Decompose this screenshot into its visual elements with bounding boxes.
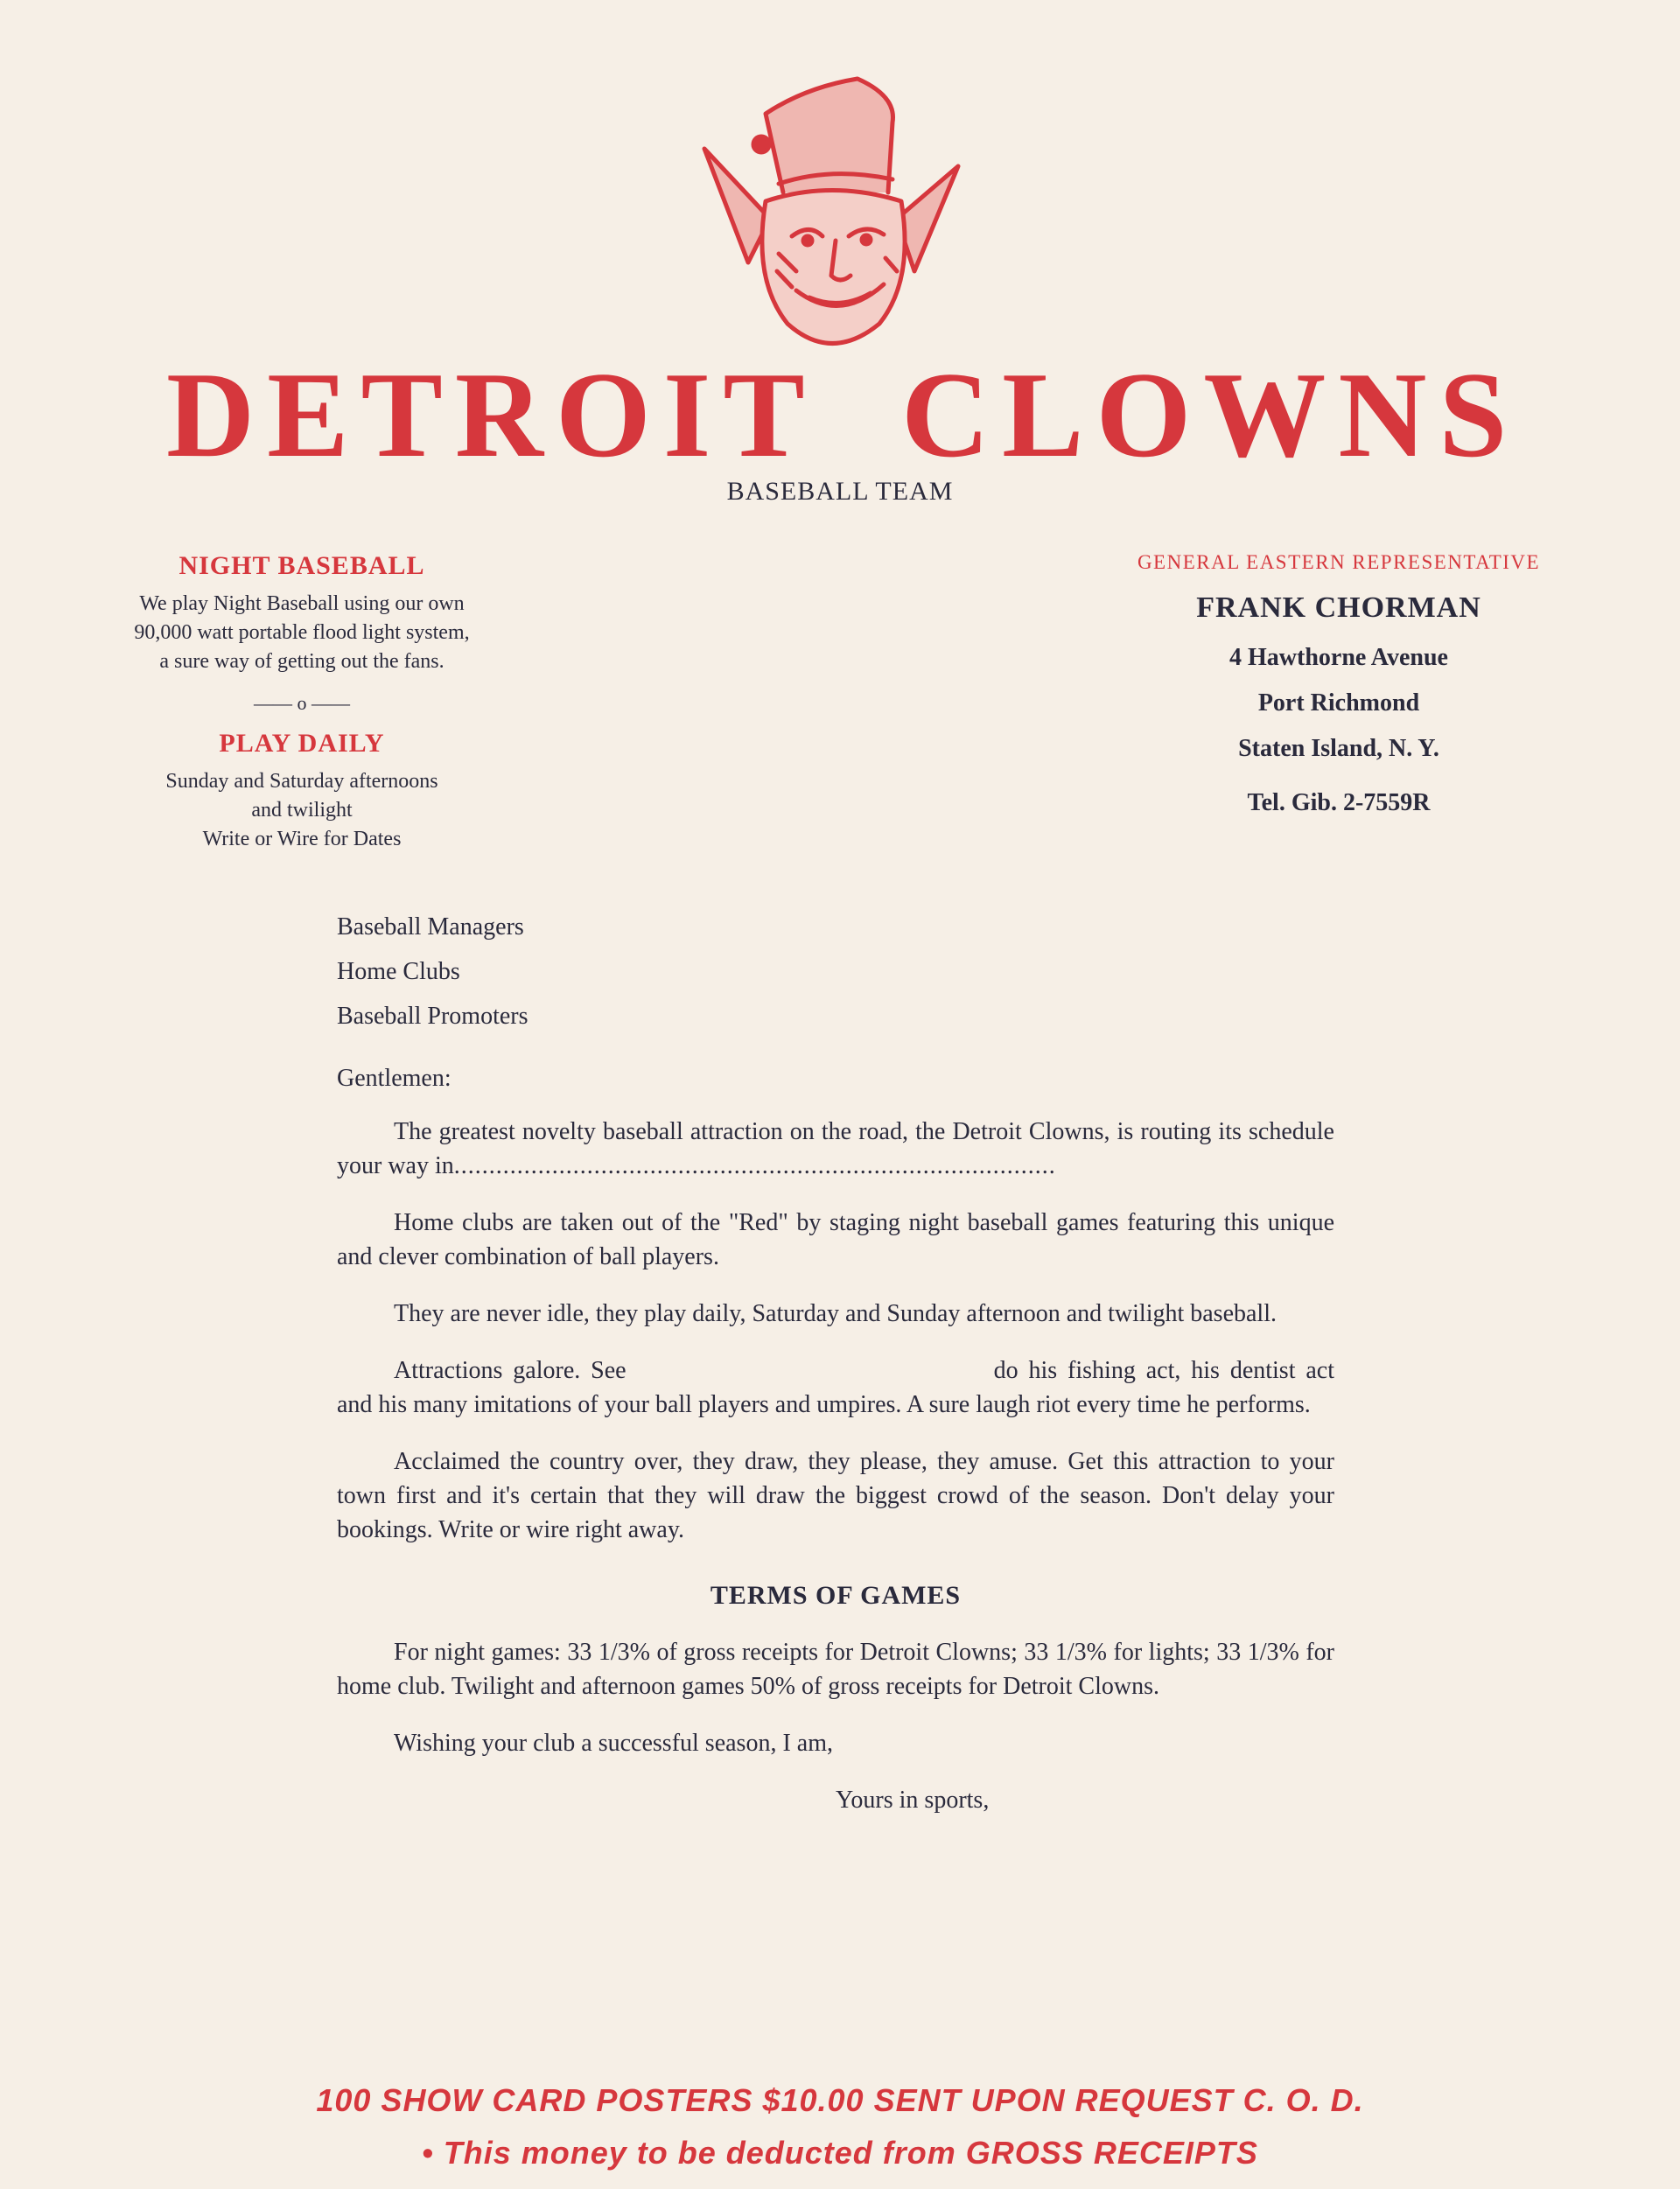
addressee-block bbox=[337, 910, 1334, 1033]
left-info-column bbox=[96, 551, 508, 854]
night-line-2: 90,000 watt portable flood light system, bbox=[134, 621, 470, 644]
clown-head-logo bbox=[700, 61, 962, 359]
paragraph-2: Home clubs are taken out of the "Red" by staging night baseball games featuring this unique and clever combination of ball players. bbox=[337, 1209, 1334, 1270]
closing-wish: Wishing your club a successful season, I am, bbox=[394, 1730, 833, 1757]
daily-line-2: and twilight bbox=[251, 799, 353, 822]
telephone: Tel. Gib. 2-7559R bbox=[1247, 789, 1431, 816]
paragraph-5: Acclaimed the country over, they draw, they please, they amuse. Get this attraction to your town first and it's certain that they will draw the biggest crowd of the season. Don't delay your bookings. Write or wire right away. bbox=[337, 1448, 1334, 1543]
address-line-2: Port Richmond bbox=[1257, 689, 1420, 717]
valediction: Yours in sports, bbox=[836, 1787, 990, 1814]
salutation: Gentlemen: bbox=[337, 1065, 452, 1092]
masthead-word-clowns: CLOWNS bbox=[901, 347, 1520, 483]
representative-name: FRANK CHORMAN bbox=[1196, 591, 1481, 624]
daily-line-3: Write or Wire for Dates bbox=[202, 828, 402, 850]
addressee-2: Home Clubs bbox=[337, 958, 460, 985]
paragraph-4-end: do his fishing act, his dentist act and his many imitations of your ball players and umpires. A sure laugh riot every time he performs. bbox=[337, 1357, 1334, 1418]
paragraph-3: They are never idle, they play daily, Saturday and Sunday afternoon and twilight baseball. bbox=[394, 1300, 1277, 1327]
paragraph-4-start: Attractions galore. See bbox=[394, 1357, 626, 1384]
representative-column bbox=[1094, 551, 1584, 835]
masthead-subtitle: BASEBALL TEAM bbox=[726, 477, 954, 506]
daily-line-1: Sunday and Saturday afternoons bbox=[165, 770, 438, 793]
night-baseball-heading: NIGHT BASEBALL bbox=[178, 551, 425, 580]
play-daily-heading: PLAY DAILY bbox=[219, 729, 385, 758]
masthead-word-detroit: DETROIT bbox=[166, 347, 817, 483]
addressee-3: Baseball Promoters bbox=[337, 1003, 528, 1030]
representative-label: GENERAL EASTERN REPRESENTATIVE bbox=[1137, 551, 1541, 573]
paragraph-1-text: The greatest novelty baseball attraction on the road, the Detroit Clowns, is routing its schedule your way in bbox=[337, 1118, 1334, 1179]
footer-posters-offer: 100 SHOW CARD POSTERS $10.00 SENT UPON REQUEST C. O. D. bbox=[316, 2082, 1364, 2118]
paragraph-4 bbox=[337, 1353, 1334, 1422]
address-line-3: Staten Island, N. Y. bbox=[1238, 735, 1439, 762]
letter-body bbox=[337, 910, 1334, 1842]
terms-paragraph: For night games: 33 1/3% of gross receipts for Detroit Clowns; 33 1/3% for lights; 33 1/3% for home club. Twilight and afternoon games 50% of gross receipts for Detroit Clowns. bbox=[337, 1639, 1334, 1700]
paragraph-1 bbox=[337, 1115, 1334, 1183]
address-line-1: 4 Hawthorne Avenue bbox=[1229, 644, 1448, 671]
addressee-1: Baseball Managers bbox=[337, 913, 524, 941]
night-line-3: a sure way of getting out the fans. bbox=[159, 650, 444, 673]
terms-heading: TERMS OF GAMES bbox=[710, 1581, 962, 1610]
ornament-divider: —— o —— bbox=[254, 692, 350, 714]
night-line-1: We play Night Baseball using our own bbox=[139, 592, 465, 615]
footer-deduction-note: • This money to be deducted from GROSS RECEIPTS bbox=[422, 2135, 1258, 2171]
fill-in-blank: ...................................................................................... bbox=[453, 1152, 1056, 1179]
